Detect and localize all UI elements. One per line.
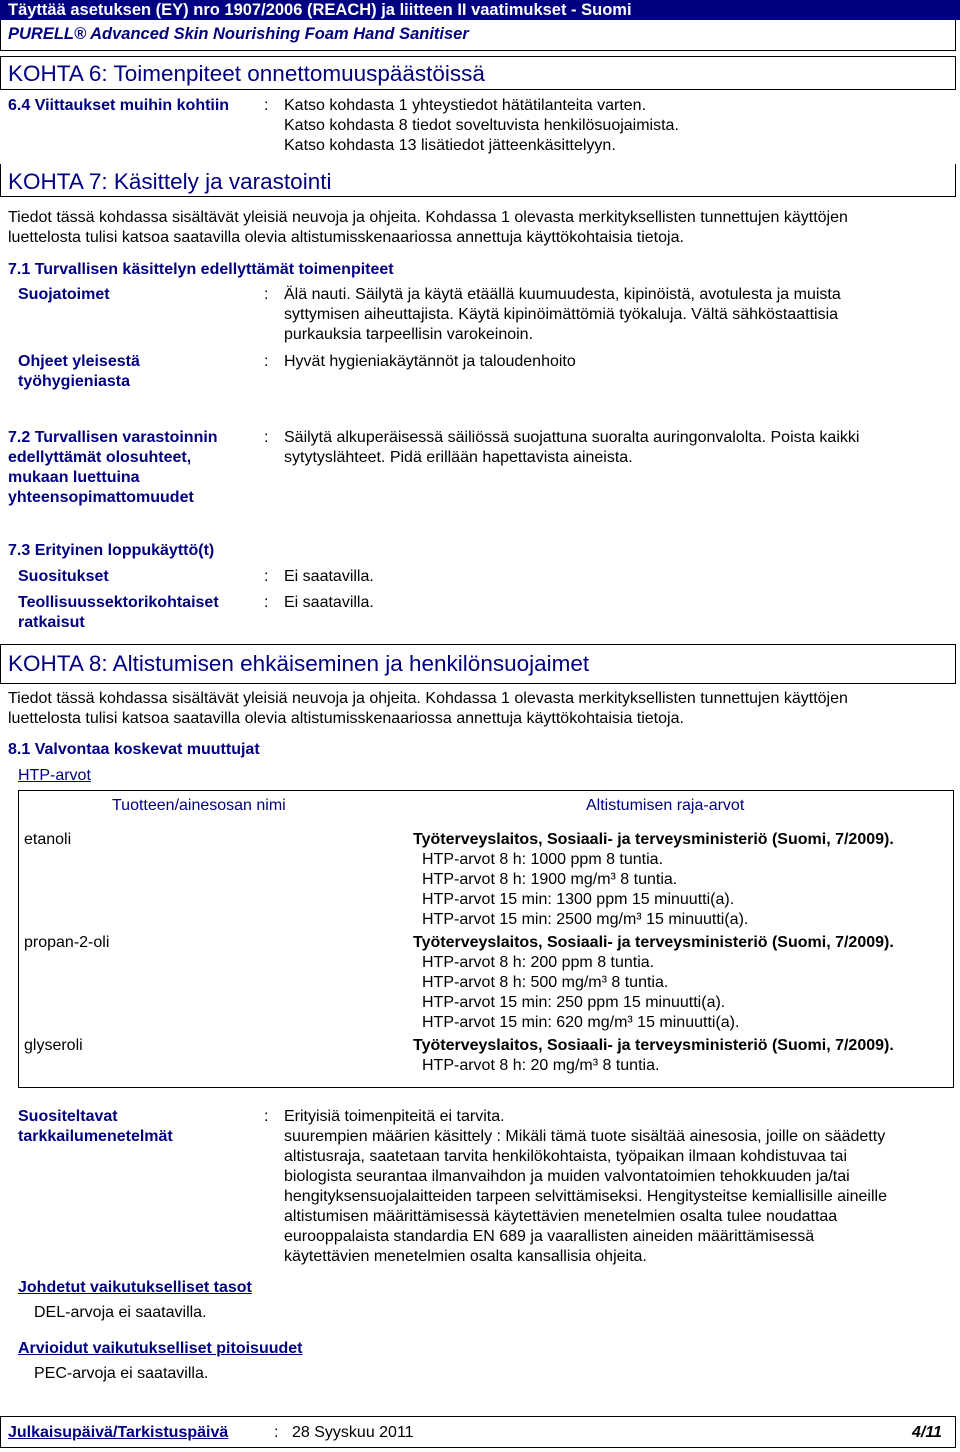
table-row-limit: HTP-arvot 8 h: 1900 mg/m³ 8 tuntia. [422, 871, 678, 888]
table-row-limit: HTP-arvot 15 min: 250 ppm 15 minuutti(a). [422, 994, 726, 1011]
monitor-line: eurooppalaista standardia EN 689 ja vaarallisten aineiden määrittämisessä [284, 1228, 815, 1245]
table-row-name: glyseroli [24, 1037, 83, 1054]
table-header-limits: Altistumisen raja-arvot [586, 797, 745, 814]
h72-line: Säilytä alkuperäisessä säiliössä suojattuna suoralta auringonvalolta. Poista kaikki [284, 429, 860, 446]
s6-ref-line: Katso kohdasta 8 tiedot soveltuvista henkilösuojaimista. [284, 117, 679, 134]
del-value: DEL-arvoja ei saatavilla. [34, 1304, 207, 1321]
footer-date: 28 Syyskuu 2011 [292, 1424, 414, 1441]
section-8-title: KOHTA 8: Altistumisen ehkäiseminen ja henkilönsuojaimet [8, 651, 590, 676]
h73-heading: 7.3 Erityinen loppukäyttö(t) [8, 542, 215, 559]
monitor-line: hengityksensuojalaitteiden tarpeen selvittämiseksi. Hengitysteitse kemiallisille aineille [284, 1188, 887, 1205]
page-number: 4/11 [912, 1424, 942, 1441]
table-row-limit: HTP-arvot 15 min: 2500 mg/m³ 15 minuutti(a). [422, 911, 749, 928]
monitor-label: Suositeltavat [18, 1108, 118, 1125]
table-row-name: etanoli [24, 831, 72, 848]
h72-label: yhteensopimattomuudet [8, 489, 194, 506]
colon: : [264, 568, 269, 585]
colon: : [264, 1108, 269, 1125]
colon: : [264, 429, 269, 446]
del-link[interactable]: Johdetut vaikutukselliset tasot [18, 1279, 252, 1296]
s7-intro-line: luettelosta tulisi katsoa saatavilla olevia altistumisskenaariossa annettuja käyttökohtaisia tietoja. [8, 229, 684, 246]
teoll-label: ratkaisut [18, 614, 85, 631]
table-row-limit: HTP-arvot 15 min: 1300 ppm 15 minuutti(a). [422, 891, 735, 908]
colon: : [264, 97, 269, 114]
teoll-value: Ei saatavilla. [284, 594, 374, 611]
h72-line: sytytyslähteet. Pidä erillään hapettavista aineista. [284, 449, 633, 466]
monitor-label: tarkkailumenetelmät [18, 1128, 173, 1145]
table-row-limit: HTP-arvot 8 h: 1000 ppm 8 tuntia. [422, 851, 664, 868]
monitor-line: biologista seurantaa ilmanvaihdon ja muiden valvontatoimien tehokkuuden ja/tai [284, 1168, 850, 1185]
colon: : [264, 353, 269, 370]
table-row-source: Työterveyslaitos, Sosiaali- ja terveysministeriö (Suomi, 7/2009). [413, 831, 894, 848]
suositukset-label: Suositukset [18, 568, 109, 585]
product-name: PURELL® Advanced Skin Nourishing Foam Hand Sanitiser [8, 25, 469, 43]
monitor-line: altistumisen määrittämisessä käytettävien menetelmien osalta tulee noudattaa [284, 1208, 838, 1225]
s8-intro-line: Tiedot tässä kohdassa sisältävät yleisiä neuvoja ja ohjeita. Kohdassa 1 olevasta merkityksellisten tunnettujen käyttöjen [8, 690, 848, 707]
pec-value: PEC-arvoja ei saatavilla. [34, 1365, 209, 1382]
s6-ref-line: Katso kohdasta 13 lisätiedot jätteenkäsittelyyn. [284, 137, 616, 154]
monitor-line: käytettävien menetelmien osalta kansallisia ohjeita. [284, 1248, 647, 1265]
hygiene-label: Ohjeet yleisestä [18, 353, 140, 370]
suositukset-value: Ei saatavilla. [284, 568, 374, 585]
table-row-source: Työterveyslaitos, Sosiaali- ja terveysministeriö (Suomi, 7/2009). [413, 1037, 894, 1054]
table-row-name: propan-2-oli [24, 934, 110, 951]
section-7-title: KOHTA 7: Käsittely ja varastointi [8, 169, 332, 194]
colon: : [274, 1424, 279, 1441]
colon: : [264, 286, 269, 303]
h72-label: edellyttämät olosuhteet, [8, 449, 192, 466]
suojatoimet-line: Älä nauti. Säilytä ja käytä etäällä kuumuudesta, kipinöistä, avotulesta ja muista [284, 286, 841, 303]
pec-link[interactable]: Arvioidut vaikutukselliset pitoisuudet [18, 1340, 303, 1357]
table-header-name: Tuotteen/ainesosan nimi [112, 797, 286, 814]
hygiene-value: Hyvät hygieniakäytännöt ja taloudenhoito [284, 353, 576, 370]
section-6-title: KOHTA 6: Toimenpiteet onnettomuuspäästöissä [8, 61, 485, 86]
table-row-limit: HTP-arvot 15 min: 620 mg/m³ 15 minuutti(a). [422, 1014, 740, 1031]
htp-link[interactable]: HTP-arvot [18, 767, 91, 784]
h72-label: mukaan luettuina [8, 469, 140, 486]
monitor-line: suurempien määrien käsittely : Mikäli tämä tuote sisältää ainesosia, joille on säädetty [284, 1128, 886, 1145]
monitor-line: altistusraja, saatetaan tarvita henkilökohtaista, työpaikan ilmaan kohdistuvaa tai [284, 1148, 847, 1165]
hygiene-label: työhygieniasta [18, 373, 131, 390]
table-row-source: Työterveyslaitos, Sosiaali- ja terveysministeriö (Suomi, 7/2009). [413, 934, 894, 951]
footer-label: Julkaisupäivä/Tarkistuspäivä [8, 1424, 229, 1441]
table-row-limit: HTP-arvot 8 h: 20 mg/m³ 8 tuntia. [422, 1057, 660, 1074]
suojatoimet-line: syttymisen aiheuttajista. Käytä kipinöimättömiä työkaluja. Vältä sähköstaattisia [284, 306, 839, 323]
table-row-limit: HTP-arvot 8 h: 200 ppm 8 tuntia. [422, 954, 655, 971]
s6-ref-line: Katso kohdasta 1 yhteystiedot hätätilanteita varten. [284, 97, 647, 114]
s8-intro-line: luettelosta tulisi katsoa saatavilla olevia altistumisskenaariossa annettuja käyttökohtaisia tietoja. [8, 710, 684, 727]
suojatoimet-line: purkauksia tarpeellisin varokeinoin. [284, 326, 534, 343]
suojatoimet-label: Suojatoimet [18, 286, 110, 303]
table-row-limit: HTP-arvot 8 h: 500 mg/m³ 8 tuntia. [422, 974, 669, 991]
monitor-line: Erityisiä toimenpiteitä ei tarvita. [284, 1108, 505, 1125]
h72-label: 7.2 Turvallisen varastoinnin [8, 429, 218, 446]
teoll-label: Teollisuussektorikohtaiset [18, 594, 219, 611]
s7-intro-line: Tiedot tässä kohdassa sisältävät yleisiä neuvoja ja ohjeita. Kohdassa 1 olevasta merkityksellisten tunnettujen käyttöjen [8, 209, 848, 226]
document-title: Täyttää asetuksen (EY) nro 1907/2006 (REACH) ja liitteen II vaatimukset - Suomi [8, 1, 632, 19]
colon: : [264, 594, 269, 611]
s6-ref-label: 6.4 Viittaukset muihin kohtiin [8, 97, 230, 114]
h81-heading: 8.1 Valvontaa koskevat muuttujat [8, 741, 260, 758]
h71-heading: 7.1 Turvallisen käsittelyn edellyttämät toimenpiteet [8, 261, 394, 278]
